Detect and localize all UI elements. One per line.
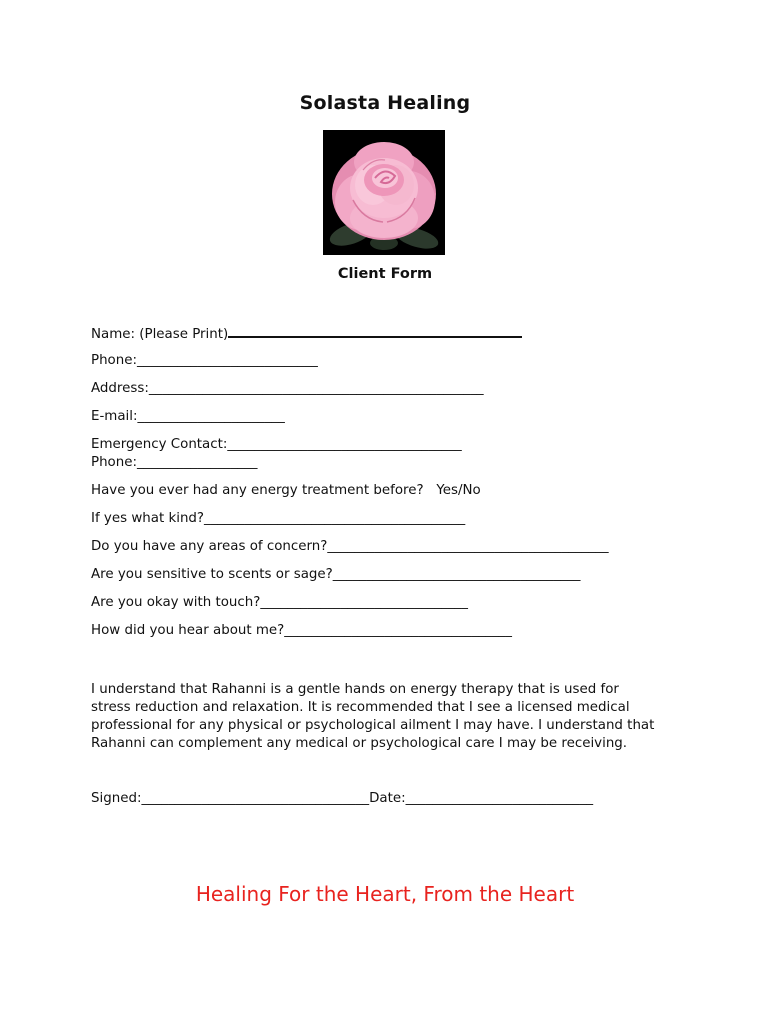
email-field[interactable]: E-mail:______________________ <box>91 409 285 424</box>
energy-treatment-question[interactable]: Have you ever had any energy treatment before? Yes/No <box>91 483 481 498</box>
statement-line: stress reduction and relaxation. It is recommended that I see a licensed medical <box>91 700 630 715</box>
name-field[interactable] <box>91 324 522 344</box>
touch-comfort-field[interactable]: Are you okay with touch?_______________________________ <box>91 595 468 610</box>
page-title: Solasta Healing <box>299 92 471 114</box>
treatment-kind-field[interactable]: If yes what kind?_______________________________________ <box>91 511 466 526</box>
phone-field[interactable]: Phone:___________________________ <box>91 353 318 368</box>
form-subtitle: Client Form <box>337 266 433 282</box>
name-label: Name: (Please Print) <box>91 327 229 342</box>
emergency-contact-field[interactable]: Emergency Contact:___________________________________ <box>91 437 462 452</box>
statement-line: Rahanni can complement any medical or psychological care I may be receiving. <box>91 736 628 751</box>
rose-icon <box>323 130 445 255</box>
statement-line: I understand that Rahanni is a gentle hands on energy therapy that is used for <box>91 682 619 697</box>
signature-date-field[interactable]: Signed:__________________________________Date:____________________________ <box>91 791 594 806</box>
referral-source-field[interactable]: How did you hear about me?__________________________________ <box>91 623 512 638</box>
areas-of-concern-field[interactable]: Do you have any areas of concern?__________________________________________ <box>91 539 609 554</box>
consent-statement <box>91 681 691 753</box>
scents-sensitivity-field[interactable]: Are you sensitive to scents or sage?_____________________________________ <box>91 567 581 582</box>
name-input-line[interactable] <box>228 324 522 338</box>
footer-tagline: Healing For the Heart, From the Heart <box>195 882 575 906</box>
address-field[interactable]: Address:__________________________________________________ <box>91 381 484 396</box>
emergency-phone-field[interactable]: Phone:__________________ <box>91 455 258 470</box>
rose-image <box>323 130 445 255</box>
statement-line: professional for any physical or psychological ailment I may have. I understand that <box>91 718 655 733</box>
